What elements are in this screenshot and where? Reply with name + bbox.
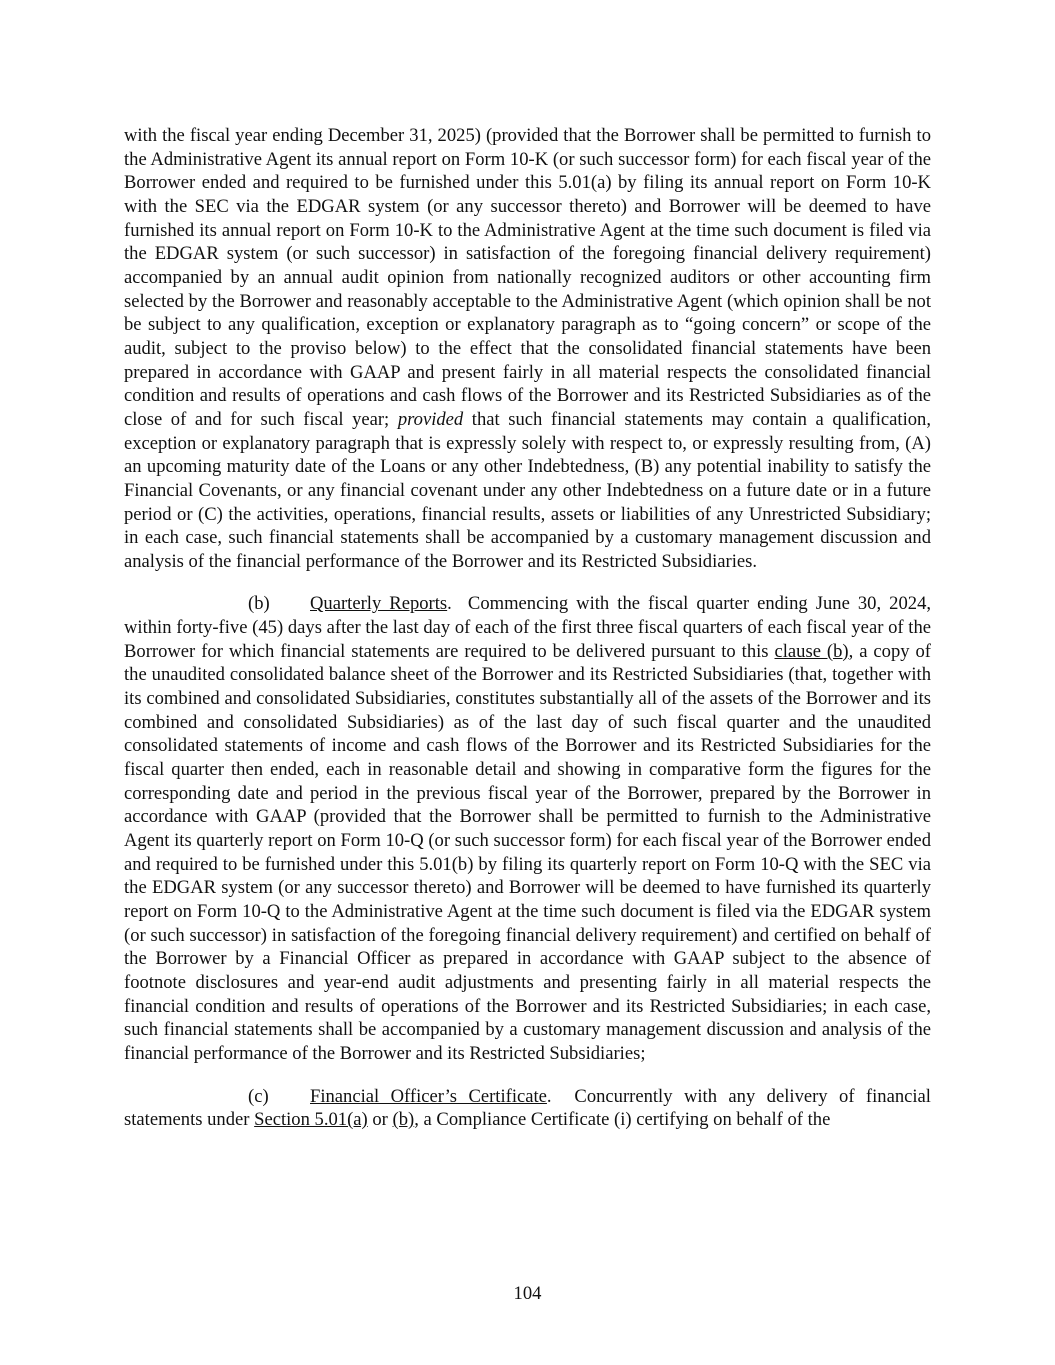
- paragraph-b-label: (b): [248, 593, 270, 615]
- paragraph-a-text-1: with the fiscal year ending December 31, 2025) (provided that the Borrower shall be permitted to furnish to the Administrative Agent its annual report on Form 10-K (or such successor form) for each fiscal year of the Borrower ended and required to be furnished under this 5.01(a) by filing its annual report on Form 10-K with the SEC via the EDGAR system (or any successor thereto) and Borrower will be deemed to have furnished its annual report on Form 10-K to the Administrative Agent at the time such document is filed via the EDGAR system (or such successor) in satisfaction of the foregoing financial delivery requirement) accompanied by an annual audit opinion from nationally recognized auditors or other accounting firm selected by the Borrower and reasonably acceptable to the Administrative Agent (which opinion shall be not be subject to any qualification, exception or explanatory paragraph as to “going concern” or scope of the audit, subject to the proviso below) to the effect that the consolidated financial statements have been prepared in accordance with GAAP and present fairly in all material respects the consolidated financial condition and results of operations and cash flows of the Borrower and its Restricted Subsidiaries as of the close of and for such fiscal year;: [124, 125, 931, 430]
- paragraph-a-text-2: that such financial statements may contain a qualification, exception or explanatory paragraph that is expressly solely with respect to, or expressly resulting from, (A) an upcoming maturity date of the Loans or any other Indebtedness, (B) any potential inability to satisfy the Financial Covenants, or any financial covenant under any other Indebtedness on a future date or in a future period or (C) the activities, operations, financial results, assets or liabilities of any Unrestricted Subsidiary; in each case, such financial statements shall be accompanied by a customary management discussion and analysis of the financial performance of the Borrower and its Restricted Subsidiaries.: [124, 408, 931, 572]
- paragraph-c-text-2: , a Compliance Certificate (i) certifying on behalf of the: [414, 1109, 831, 1131]
- document-page: [124, 124, 936, 1132]
- paragraph-c-financial-officer-certificate: [124, 1085, 936, 1132]
- paragraph-b-quarterly-reports: [124, 592, 936, 1065]
- paragraph-b-text-1: Commencing with the fiscal quarter ending June 30, 2024, within forty-five (45) days after the last day of each of the first three fiscal quarters of each fiscal year of the Borrower for which financial statements are required to be delivered pursuant to this: [124, 593, 936, 662]
- paragraph-a-proviso-italic: provided: [397, 408, 464, 430]
- paragraph-b-text-2: , a copy of the unaudited consolidated balance sheet of the Borrower and its Restricted Subsidiaries (that, together with its combined and consolidated Subsidiaries, constitutes substantially all of the assets of the Borrower and its combined and consolidated Subsidiaries) as of the last day of such fiscal quarter and the unaudited consolidated statements of income and cash flows of the Borrower and its Restricted Subsidiaries for the fiscal quarter then ended, each in reasonable detail and showing in comparative form the figures for the corresponding date and period in the previous fiscal year of the Borrower, prepared by the Borrower in accordance with GAAP (provided that the Borrower shall be permitted to furnish to the Administrative Agent its quarterly report on Form 10-Q (or such successor form) for each fiscal year of the Borrower ended and required to be furnished under this 5.01(b) by filing its quarterly report on Form 10-Q with the SEC via the EDGAR system (or any successor thereto) and Borrower will be deemed to have furnished its quarterly report on Form 10-Q to the Administrative Agent at the time such document is filed via the EDGAR system (or such successor) in satisfaction of the foregoing financial delivery requirement) and certified on behalf of the Borrower by a Financial Officer as prepared in accordance with GAAP subject to the absence of footnote disclosures and year-end audit adjustments and presenting fairly in all material respects the financial condition and results of operations of the Borrower and its Restricted Subsidiaries; in each case, such financial statements shall be accompanied by a customary management discussion and analysis of the financial performance of the Borrower and its Restricted Subsidiaries;: [124, 640, 931, 1064]
- page-number: 104: [513, 1283, 542, 1304]
- paragraph-c-section-reference-a: Section 5.01(a): [254, 1109, 368, 1131]
- paragraph-c-section-reference-b: (b): [392, 1109, 415, 1131]
- paragraph-c-between: or: [367, 1109, 393, 1131]
- paragraph-b-heading-punct: .: [447, 593, 452, 615]
- paragraph-b-clause-reference: clause (b): [774, 640, 849, 662]
- paragraph-c-label: (c): [248, 1085, 269, 1107]
- paragraph-c-heading: Financial Officer’s Certificate: [310, 1085, 547, 1107]
- paragraph-c-text-1: Concurrently with any delivery of financial statements under: [124, 1085, 936, 1131]
- paragraph-c-heading-punct: .: [546, 1085, 552, 1107]
- paragraph-b-heading: Quarterly Reports: [310, 593, 448, 615]
- paragraph-a-continued: [124, 124, 931, 573]
